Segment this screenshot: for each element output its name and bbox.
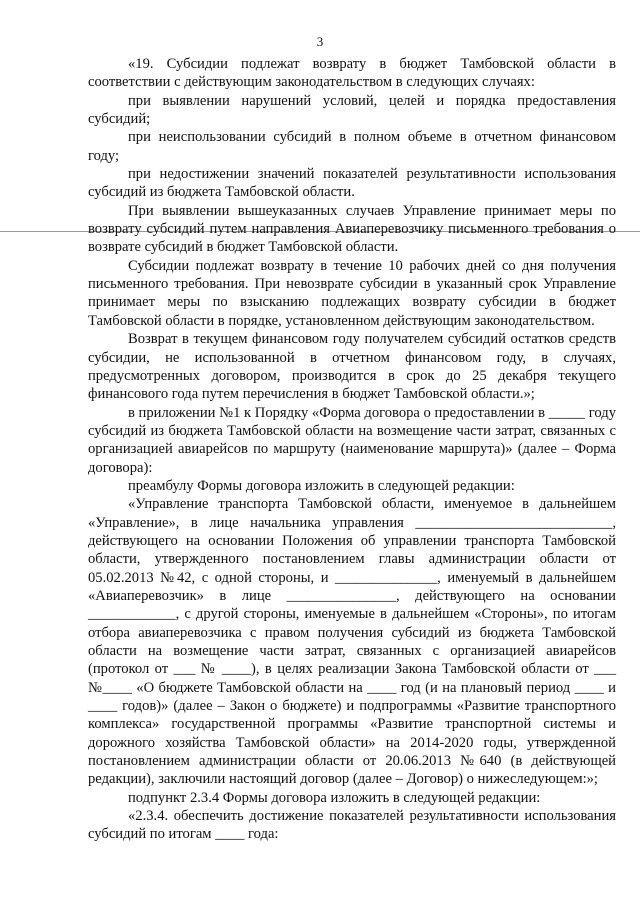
document-body bbox=[88, 55, 616, 844]
page-number: 3 bbox=[316, 34, 324, 49]
paragraph-return-measures: При выявлении вышеуказанных случаев Управление принимает меры по возврату субсидий путем направления Авиаперевозчику письменного требования о возврате субсидий в бюджет Тамбовской области. bbox=[88, 202, 616, 256]
paragraph-subclause-2-3-4: «2.3.4. обеспечить достижение показателей результативности использования субсидий по итогам ____ года: bbox=[88, 808, 616, 843]
paragraph-case-violations: при выявлении нарушений условий, целей и порядка предоставления субсидий; bbox=[88, 92, 616, 128]
paragraph-case-nonachievement: при недостижении значений показателей результативности использования субсидий из бюджета Тамбовской области. bbox=[88, 166, 616, 201]
paragraph-case-nonuse: при неиспользовании субсидий в полном объеме в отчетном финансовом году; bbox=[88, 129, 616, 164]
paragraph-preamble-intro: преамбулу Формы договора изложить в следующей редакции: bbox=[128, 477, 515, 494]
paragraph-return-deadline: Субсидии подлежат возврату в течение 10 рабочих дней со дня получения письменного требования. При невозврате субсидии в указанный срок Управление принимает меры по взысканию подлежащих возврату субсидии в бюджет Тамбовской области в порядке, установленном действующим законодательством. bbox=[88, 257, 616, 329]
paragraph-preamble-text: «Управление транспорта Тамбовской области, именуемое в дальнейшем «Управление», в лице начальника управления ___________________________, действующего на основании Положения об управлении транспорта Тамбовской области, утвержденного постановлением главы администрации области от 05.02.2013 №42, с одной стороны, и ______________, именуемый в дальнейшем «Авиаперевозчик» в лице _______________, действующего на основании ____________, с другой стороны, именуемые в дальнейшем «Стороны», по итогам отбора авиаперевозчика с правом получения субсидий из бюджета Тамбовской области на возмещение части затрат, связанных с организацией авиарейсов (протокол от ___ № ____), в целях реализации Закона Тамбовской области от ___ №____ «О бюджете Тамбовской области на ____ год (и на плановый период ____ и ____ годов)» (далее – Закон о бюджете) и подпрограммы «Развитие транспортного комплекса» государственной программы «Развитие транспортной системы и дорожного хозяйства Тамбовской области» на 2014-2020 годы, утвержденной постановлением администрации области от 20.06.2013 №640 (в действующей редакции), заключили настоящий договор (далее – Договор) о нижеследующем:»; bbox=[88, 496, 616, 788]
paragraph-appendix-1: в приложении №1 к Порядку «Форма договора о предоставлении в _____ году субсидий из бюджета Тамбовской области на возмещение части затрат, связанных с организацией авиарейсов по маршруту (наименование маршрута)» (далее – Форма договора): bbox=[88, 404, 616, 476]
paragraph-remaining-funds: Возврат в текущем финансовом году получателем субсидий остатков средств субсидии, не использованной в отчетном финансовом году, в случаях, предусмотренных договором, производится в срок до 25 декабря текущего финансового года путем перечисления в бюджет Тамбовской области.»; bbox=[88, 331, 616, 403]
paragraph-subclause-intro: подпункт 2.3.4 Формы договора изложить в следующей редакции: bbox=[128, 789, 541, 806]
paragraph-19-subsidy-return: «19. Субсидии подлежат возврату в бюджет Тамбовской области в соответствии с действующим законодательством в следующих случаях: bbox=[88, 56, 616, 91]
